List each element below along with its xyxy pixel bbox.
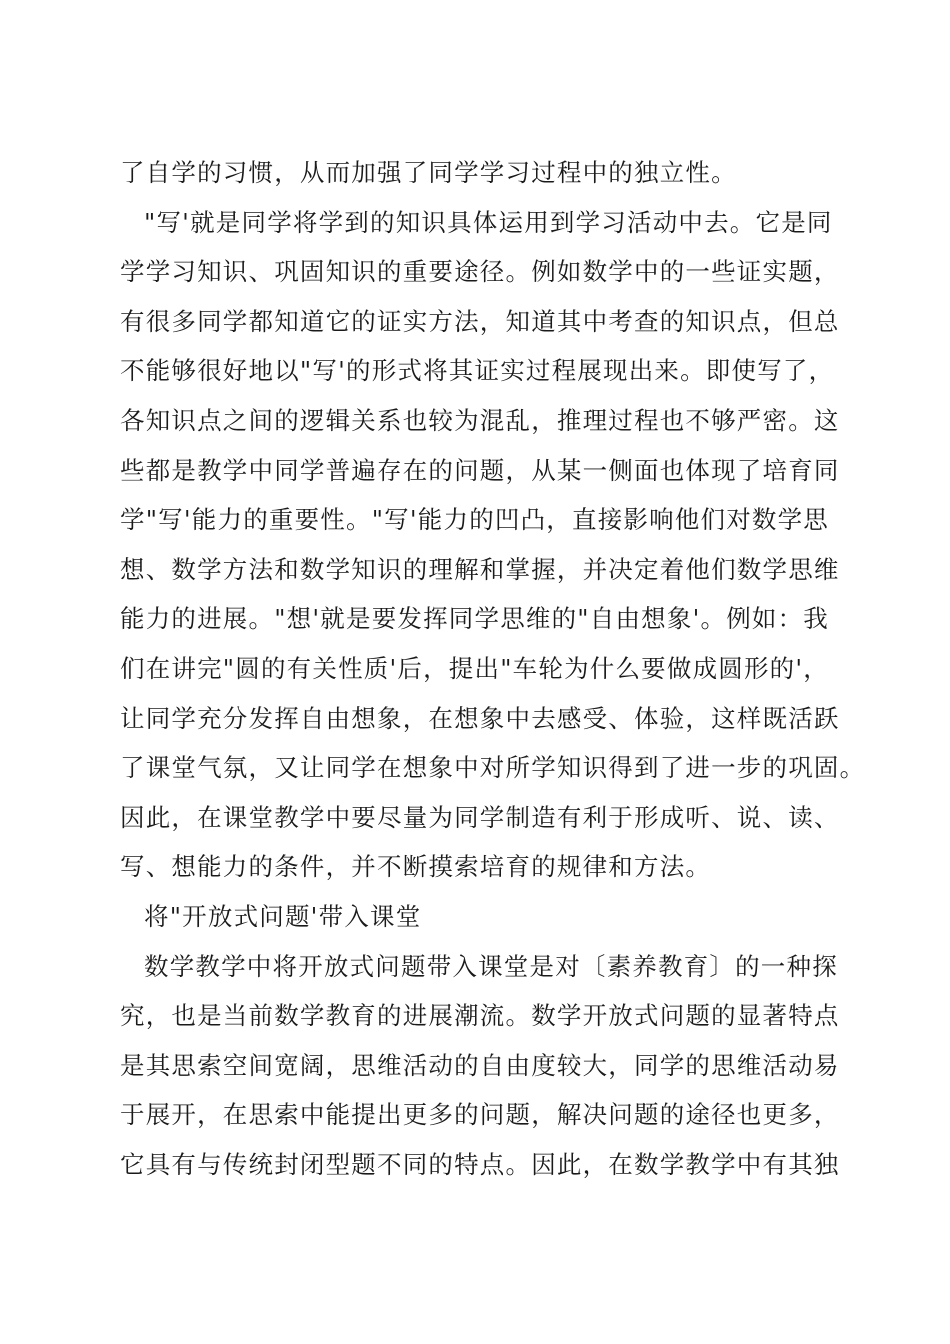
text-line: 能力的进展。"想'就是要发挥同学思维的"自由想象'。例如：我 <box>120 604 830 634</box>
text-line: "写'就是同学将学到的知识具体运用到学习活动中去。它是同 <box>144 207 833 237</box>
text-line: 让同学充分发挥自由想象，在想象中去感受、体验，这样既活跃 <box>120 703 840 733</box>
text-line: 数学教学中将开放式问题带入课堂是对〔素养教育〕的一种探 <box>144 951 838 981</box>
text-line: 们在讲完"圆的有关性质'后，提出"车轮为什么要做成圆形的'， <box>120 653 830 683</box>
text-line: 因此，在课堂教学中要尽量为同学制造有利于形成听、说、读、 <box>120 802 840 832</box>
section-heading: 将"开放式问题'带入课堂 <box>144 901 422 931</box>
text-line: 各知识点之间的逻辑关系也较为混乱，推理过程也不够严密。这 <box>120 405 840 435</box>
text-line: 学学习知识、巩固知识的重要途径。例如数学中的一些证实题， <box>120 257 840 287</box>
text-line: 写、想能力的条件，并不断摸索培育的规律和方法。 <box>120 852 712 882</box>
text-line: 了课堂气氛，又让同学在想象中对所学知识得到了进一步的巩固。 <box>120 753 866 783</box>
text-line: 有很多同学都知道它的证实方法，知道其中考查的知识点，但总 <box>120 306 840 336</box>
text-line: 学"写'能力的重要性。"写'能力的凹凸，直接影响他们对数学思 <box>120 505 830 535</box>
text-line: 不能够很好地以"写'的形式将其证实过程展现出来。即使写了， <box>120 356 835 386</box>
text-line: 于展开，在思索中能提出更多的问题，解决问题的途径也更多， <box>120 1100 840 1130</box>
text-line: 些都是教学中同学普遍存在的问题，从某一侧面也体现了培育同 <box>120 455 840 485</box>
text-line: 了自学的习惯，从而加强了同学学习过程中的独立性。 <box>120 158 737 187</box>
text-line: 它具有与传统封闭型题不同的特点。因此，在数学教学中有其独 <box>120 1149 840 1179</box>
text-line: 究，也是当前数学教育的进展潮流。数学开放式问题的显著特点 <box>120 1001 840 1031</box>
text-line: 想、数学方法和数学知识的理解和掌握，并决定着他们数学思维 <box>120 554 840 584</box>
text-line: 是其思索空间宽阔，思维活动的自由度较大，同学的思维活动易 <box>120 1050 840 1080</box>
body-text <box>120 148 866 1189</box>
